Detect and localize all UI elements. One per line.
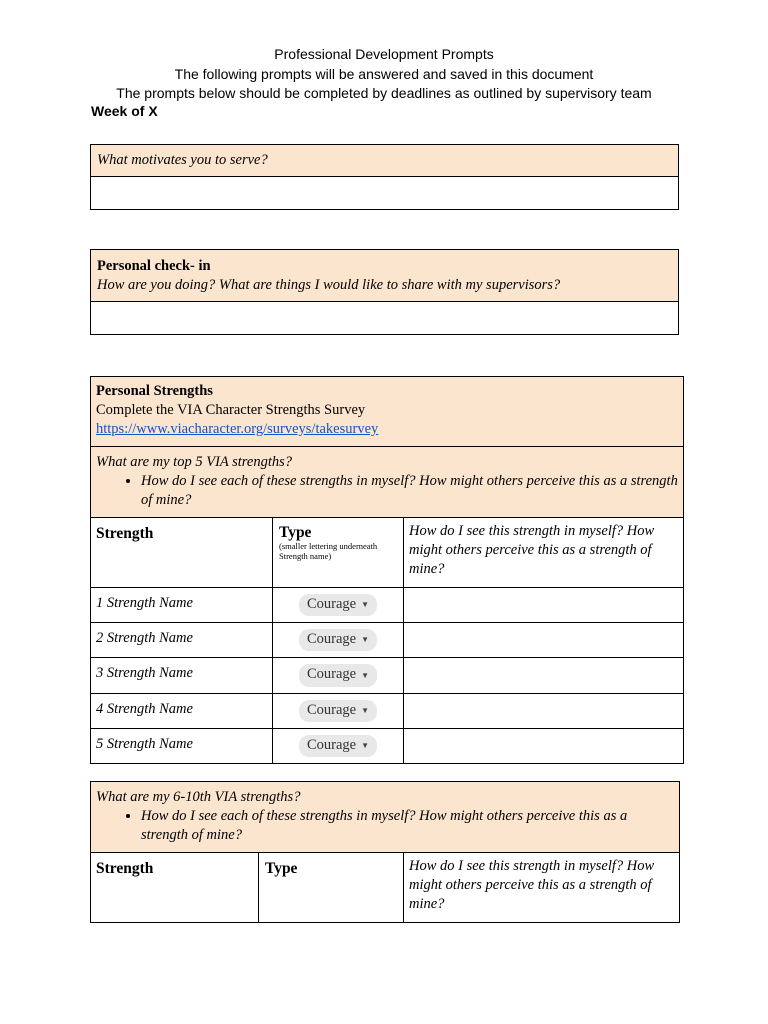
type-dropdown[interactable] xyxy=(299,594,377,616)
type-dropdown-value: Courage xyxy=(306,736,357,753)
col-type-label: Type xyxy=(279,524,312,541)
type-cell xyxy=(273,658,404,693)
type-dropdown[interactable] xyxy=(299,629,377,651)
top5-question: What are my top 5 VIA strengths? xyxy=(96,454,292,470)
strengths-title: Personal Strengths xyxy=(96,383,213,399)
strength-name-cell[interactable]: 5 Strength Name xyxy=(91,728,273,763)
type-dropdown-value: Courage xyxy=(306,666,357,683)
motivation-prompt: What motivates you to serve? xyxy=(91,145,678,177)
type-dropdown-value: Courage xyxy=(306,701,357,718)
strength-name-cell[interactable]: 1 Strength Name xyxy=(91,588,273,623)
strengths-6-10-bullet: • How do I see each of these strengths in myself? How might others perceive this as a strength of mine? xyxy=(141,807,674,845)
strength-name-cell[interactable]: 2 Strength Name xyxy=(91,623,273,658)
motivation-box xyxy=(90,144,679,210)
checkin-answer-field[interactable] xyxy=(91,302,678,334)
type-cell xyxy=(273,728,404,763)
doc-subtitle: The following prompts will be answered and saved in this document xyxy=(174,65,594,82)
col-strength-label: Strength xyxy=(96,525,154,542)
strengths-box xyxy=(90,376,683,764)
table-row xyxy=(91,588,684,623)
type-dropdown[interactable] xyxy=(299,700,377,722)
chevron-down-icon: ▼ xyxy=(361,600,370,610)
reflection-cell[interactable] xyxy=(404,728,684,763)
type-dropdown-value: Courage xyxy=(306,596,357,612)
type-dropdown-value: Courage xyxy=(306,631,357,648)
reflection-cell[interactable] xyxy=(404,588,684,623)
strengths-intro xyxy=(91,377,684,447)
checkin-title: Personal check- in xyxy=(97,258,211,274)
col-type-header xyxy=(259,853,404,923)
strengths-table xyxy=(90,376,684,764)
col-type-header xyxy=(273,518,404,588)
col-type-note: (smaller lettering underneath Strength name) xyxy=(279,541,378,561)
col-strength-header xyxy=(91,853,259,923)
strengths-instruction: Complete the VIA Character Strengths Survey xyxy=(96,402,366,418)
col-type-label: Type xyxy=(265,860,298,877)
type-dropdown[interactable] xyxy=(299,664,377,686)
reflection-cell[interactable] xyxy=(404,693,684,728)
strength-name-cell[interactable]: 3 Strength Name xyxy=(91,658,273,693)
col-reflect-header: How do I see this strength in myself? How might others perceive this as a strength of mine? xyxy=(404,518,684,588)
chevron-down-icon: ▼ xyxy=(361,740,370,750)
strengths-6-10-table xyxy=(90,781,680,923)
week-label: Week of X xyxy=(91,103,158,119)
strengths-6-10-question: What are my 6-10th VIA strengths? xyxy=(96,789,301,805)
type-cell xyxy=(273,623,404,658)
reflection-cell[interactable] xyxy=(404,623,684,658)
table-row xyxy=(91,623,684,658)
table-row xyxy=(91,658,684,693)
type-dropdown[interactable] xyxy=(299,735,377,757)
checkin-prompt: How are you doing? What are things I would like to share with my supervisors? xyxy=(97,277,561,293)
motivation-answer-field[interactable] xyxy=(91,177,678,209)
document-header xyxy=(0,45,768,104)
type-cell xyxy=(273,588,404,623)
strengths-6-10-box xyxy=(90,781,679,923)
doc-instructions: The prompts below should be completed by deadlines as outlined by supervisory team xyxy=(116,85,652,101)
top5-bullet: • How do I see each of these strengths in myself? How might others perceive this as a strength of mine? xyxy=(141,472,678,510)
strength-name-cell[interactable]: 4 Strength Name xyxy=(91,693,273,728)
reflection-cell[interactable] xyxy=(404,658,684,693)
checkin-header xyxy=(91,250,678,302)
type-cell xyxy=(273,693,404,728)
col-strength-label: Strength xyxy=(96,860,154,877)
checkin-box xyxy=(90,249,679,335)
table-row xyxy=(91,728,684,763)
table-row xyxy=(91,693,684,728)
chevron-down-icon: ▼ xyxy=(361,705,370,715)
col-strength-header xyxy=(91,518,273,588)
chevron-down-icon: ▼ xyxy=(361,670,370,680)
col-reflect-header: How do I see this strength in myself? How might others perceive this as a strength of mine? xyxy=(404,853,680,923)
doc-title: Professional Development Prompts xyxy=(274,46,494,62)
strengths-6-10-prompt-cell xyxy=(91,782,680,853)
chevron-down-icon: ▼ xyxy=(361,635,370,645)
survey-link[interactable]: https://www.viacharacter.org/surveys/takesurvey xyxy=(96,421,379,437)
top5-prompt-cell xyxy=(91,447,684,518)
